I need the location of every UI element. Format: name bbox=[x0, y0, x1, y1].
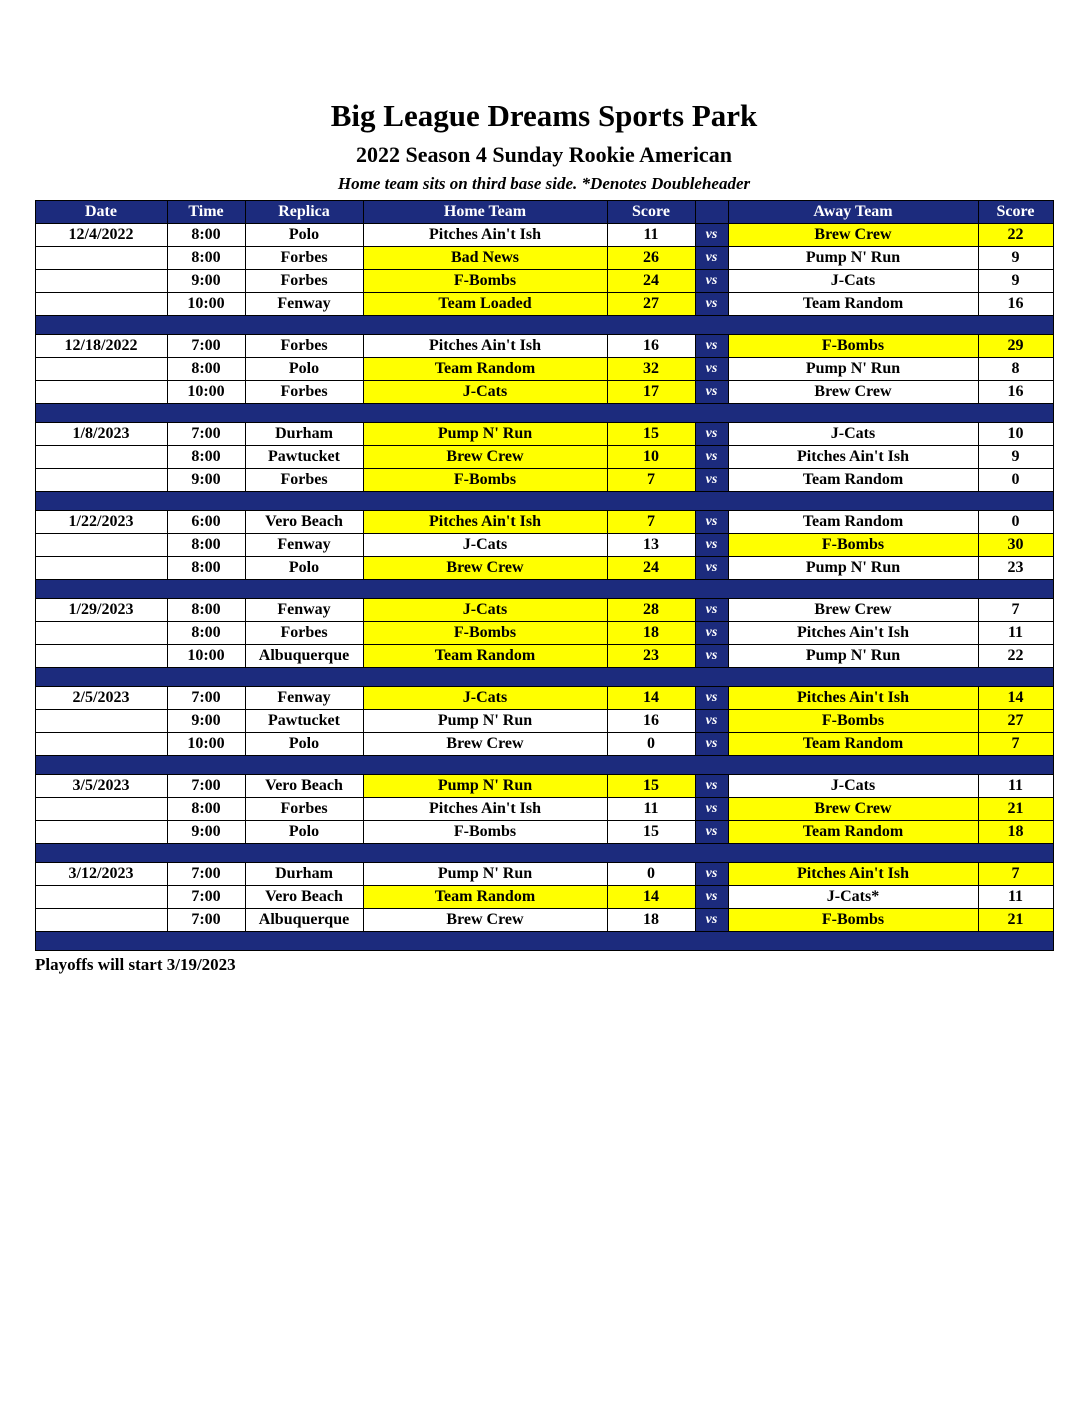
separator-cell bbox=[35, 756, 1053, 775]
away-team-cell: F-Bombs bbox=[728, 335, 978, 358]
replica-cell: Polo bbox=[245, 821, 363, 844]
away-score-cell: 9 bbox=[978, 247, 1053, 270]
away-team-cell: Team Random bbox=[728, 821, 978, 844]
time-cell: 7:00 bbox=[167, 886, 245, 909]
vs-cell: vs bbox=[695, 775, 728, 798]
home-score-cell: 15 bbox=[607, 821, 695, 844]
date-cell bbox=[35, 469, 167, 492]
date-cell bbox=[35, 446, 167, 469]
time-cell: 9:00 bbox=[167, 469, 245, 492]
separator-cell bbox=[35, 404, 1053, 423]
away-score-cell: 22 bbox=[978, 224, 1053, 247]
home-team-cell: J-Cats bbox=[363, 534, 607, 557]
away-team-cell: J-Cats bbox=[728, 775, 978, 798]
time-cell: 7:00 bbox=[167, 423, 245, 446]
home-score-cell: 11 bbox=[607, 224, 695, 247]
away-score-cell: 30 bbox=[978, 534, 1053, 557]
date-cell bbox=[35, 247, 167, 270]
away-score-cell: 18 bbox=[978, 821, 1053, 844]
away-score-cell: 21 bbox=[978, 798, 1053, 821]
home-team-cell: Pump N' Run bbox=[363, 775, 607, 798]
away-score-cell: 10 bbox=[978, 423, 1053, 446]
time-cell: 7:00 bbox=[167, 687, 245, 710]
time-cell: 9:00 bbox=[167, 270, 245, 293]
col-header-away-team: Away Team bbox=[728, 201, 978, 224]
vs-cell: vs bbox=[695, 511, 728, 534]
date-separator-row bbox=[35, 756, 1053, 775]
away-score-cell: 29 bbox=[978, 335, 1053, 358]
away-team-cell: Pump N' Run bbox=[728, 247, 978, 270]
replica-cell: Forbes bbox=[245, 798, 363, 821]
game-row bbox=[35, 557, 1053, 580]
replica-cell: Albuquerque bbox=[245, 645, 363, 668]
away-team-cell: Pump N' Run bbox=[728, 557, 978, 580]
game-row bbox=[35, 293, 1053, 316]
replica-cell: Vero Beach bbox=[245, 511, 363, 534]
vs-cell: vs bbox=[695, 423, 728, 446]
home-team-cell: J-Cats bbox=[363, 599, 607, 622]
game-row bbox=[35, 534, 1053, 557]
home-score-cell: 7 bbox=[607, 511, 695, 534]
home-score-cell: 16 bbox=[607, 710, 695, 733]
game-row bbox=[35, 710, 1053, 733]
time-cell: 10:00 bbox=[167, 381, 245, 404]
away-team-cell: J-Cats* bbox=[728, 886, 978, 909]
home-score-cell: 24 bbox=[607, 557, 695, 580]
home-score-cell: 7 bbox=[607, 469, 695, 492]
home-score-cell: 32 bbox=[607, 358, 695, 381]
vs-cell: vs bbox=[695, 710, 728, 733]
home-team-cell: F-Bombs bbox=[363, 622, 607, 645]
page-title: Big League Dreams Sports Park bbox=[330, 98, 758, 133]
home-score-cell: 23 bbox=[607, 645, 695, 668]
vs-cell: vs bbox=[695, 224, 728, 247]
time-cell: 7:00 bbox=[167, 335, 245, 358]
replica-cell: Polo bbox=[245, 224, 363, 247]
home-team-cell: Team Random bbox=[363, 358, 607, 381]
separator-cell bbox=[35, 668, 1053, 687]
vs-cell: vs bbox=[695, 733, 728, 756]
replica-cell: Fenway bbox=[245, 534, 363, 557]
home-team-cell: J-Cats bbox=[363, 687, 607, 710]
away-team-cell: Pump N' Run bbox=[728, 645, 978, 668]
time-cell: 8:00 bbox=[167, 224, 245, 247]
time-cell: 8:00 bbox=[167, 622, 245, 645]
vs-cell: vs bbox=[695, 821, 728, 844]
home-score-cell: 15 bbox=[607, 423, 695, 446]
vs-cell: vs bbox=[695, 557, 728, 580]
replica-cell: Forbes bbox=[245, 469, 363, 492]
away-score-cell: 11 bbox=[978, 886, 1053, 909]
vs-cell: vs bbox=[695, 863, 728, 886]
home-team-cell: Pitches Ain't Ish bbox=[363, 335, 607, 358]
schedule-table bbox=[35, 200, 1054, 951]
time-cell: 7:00 bbox=[167, 775, 245, 798]
away-team-cell: Team Random bbox=[728, 511, 978, 534]
home-score-cell: 18 bbox=[607, 909, 695, 932]
replica-cell: Forbes bbox=[245, 381, 363, 404]
vs-cell: vs bbox=[695, 335, 728, 358]
date-cell bbox=[35, 645, 167, 668]
col-header-home-team: Home Team bbox=[363, 201, 607, 224]
vs-cell: vs bbox=[695, 469, 728, 492]
home-team-cell: Brew Crew bbox=[363, 446, 607, 469]
col-header-away-score: Score bbox=[978, 201, 1053, 224]
home-score-cell: 16 bbox=[607, 335, 695, 358]
home-score-cell: 14 bbox=[607, 687, 695, 710]
time-cell: 8:00 bbox=[167, 599, 245, 622]
date-cell bbox=[35, 358, 167, 381]
away-team-cell: Brew Crew bbox=[728, 798, 978, 821]
away-score-cell: 27 bbox=[978, 710, 1053, 733]
home-team-cell: Pitches Ain't Ish bbox=[363, 511, 607, 534]
game-row bbox=[35, 798, 1053, 821]
replica-cell: Forbes bbox=[245, 270, 363, 293]
home-team-cell: Brew Crew bbox=[363, 557, 607, 580]
away-team-cell: F-Bombs bbox=[728, 710, 978, 733]
time-cell: 7:00 bbox=[167, 909, 245, 932]
vs-cell: vs bbox=[695, 645, 728, 668]
game-row bbox=[35, 469, 1053, 492]
vs-cell: vs bbox=[695, 247, 728, 270]
date-separator-row bbox=[35, 844, 1053, 863]
home-score-cell: 13 bbox=[607, 534, 695, 557]
replica-cell: Vero Beach bbox=[245, 886, 363, 909]
away-team-cell: Team Random bbox=[728, 293, 978, 316]
home-team-cell: Pitches Ain't Ish bbox=[363, 224, 607, 247]
home-score-cell: 11 bbox=[607, 798, 695, 821]
home-score-cell: 0 bbox=[607, 733, 695, 756]
away-score-cell: 22 bbox=[978, 645, 1053, 668]
replica-cell: Forbes bbox=[245, 335, 363, 358]
vs-cell: vs bbox=[695, 886, 728, 909]
home-team-cell: J-Cats bbox=[363, 381, 607, 404]
away-score-cell: 21 bbox=[978, 909, 1053, 932]
game-row bbox=[35, 622, 1053, 645]
time-cell: 9:00 bbox=[167, 821, 245, 844]
game-row bbox=[35, 358, 1053, 381]
date-cell bbox=[35, 710, 167, 733]
date-cell: 12/18/2022 bbox=[35, 335, 167, 358]
home-score-cell: 14 bbox=[607, 886, 695, 909]
separator-cell bbox=[35, 844, 1053, 863]
home-score-cell: 27 bbox=[607, 293, 695, 316]
away-team-cell: Pitches Ain't Ish bbox=[728, 863, 978, 886]
away-team-cell: Pitches Ain't Ish bbox=[728, 687, 978, 710]
time-cell: 9:00 bbox=[167, 710, 245, 733]
date-cell bbox=[35, 381, 167, 404]
game-row bbox=[35, 381, 1053, 404]
game-row bbox=[35, 224, 1053, 247]
away-score-cell: 14 bbox=[978, 687, 1053, 710]
date-cell bbox=[35, 886, 167, 909]
time-cell: 8:00 bbox=[167, 798, 245, 821]
vs-cell: vs bbox=[695, 534, 728, 557]
away-score-cell: 23 bbox=[978, 557, 1053, 580]
replica-cell: Forbes bbox=[245, 622, 363, 645]
header-row bbox=[35, 201, 1053, 224]
date-cell bbox=[35, 557, 167, 580]
away-team-cell: F-Bombs bbox=[728, 534, 978, 557]
date-cell: 1/29/2023 bbox=[35, 599, 167, 622]
game-row bbox=[35, 733, 1053, 756]
date-cell bbox=[35, 622, 167, 645]
time-cell: 8:00 bbox=[167, 557, 245, 580]
home-team-note: Home team sits on third base side. *Denotes Doubleheader bbox=[337, 174, 751, 193]
home-team-cell: Pitches Ain't Ish bbox=[363, 798, 607, 821]
home-score-cell: 10 bbox=[607, 446, 695, 469]
playoffs-note: Playoffs will start 3/19/2023 bbox=[35, 955, 236, 974]
game-row bbox=[35, 599, 1053, 622]
date-cell: 2/5/2023 bbox=[35, 687, 167, 710]
replica-cell: Polo bbox=[245, 358, 363, 381]
home-score-cell: 28 bbox=[607, 599, 695, 622]
home-score-cell: 0 bbox=[607, 863, 695, 886]
home-team-cell: F-Bombs bbox=[363, 270, 607, 293]
date-separator-row bbox=[35, 668, 1053, 687]
away-score-cell: 7 bbox=[978, 733, 1053, 756]
home-team-cell: Pump N' Run bbox=[363, 863, 607, 886]
replica-cell: Pawtucket bbox=[245, 446, 363, 469]
date-cell bbox=[35, 270, 167, 293]
home-team-cell: F-Bombs bbox=[363, 469, 607, 492]
time-cell: 10:00 bbox=[167, 733, 245, 756]
home-score-cell: 17 bbox=[607, 381, 695, 404]
vs-cell: vs bbox=[695, 358, 728, 381]
home-score-cell: 18 bbox=[607, 622, 695, 645]
away-score-cell: 0 bbox=[978, 511, 1053, 534]
game-row bbox=[35, 886, 1053, 909]
away-score-cell: 7 bbox=[978, 863, 1053, 886]
time-cell: 10:00 bbox=[167, 293, 245, 316]
date-cell: 1/22/2023 bbox=[35, 511, 167, 534]
col-header-replica: Replica bbox=[245, 201, 363, 224]
vs-cell: vs bbox=[695, 798, 728, 821]
date-cell bbox=[35, 534, 167, 557]
replica-cell: Pawtucket bbox=[245, 710, 363, 733]
vs-cell: vs bbox=[695, 381, 728, 404]
home-team-cell: Team Random bbox=[363, 886, 607, 909]
game-row bbox=[35, 863, 1053, 886]
time-cell: 6:00 bbox=[167, 511, 245, 534]
away-team-cell: J-Cats bbox=[728, 270, 978, 293]
time-cell: 8:00 bbox=[167, 247, 245, 270]
replica-cell: Fenway bbox=[245, 687, 363, 710]
vs-cell: vs bbox=[695, 446, 728, 469]
replica-cell: Durham bbox=[245, 423, 363, 446]
separator-cell bbox=[35, 492, 1053, 511]
date-separator-row bbox=[35, 492, 1053, 511]
away-team-cell: Pitches Ain't Ish bbox=[728, 622, 978, 645]
date-cell: 3/12/2023 bbox=[35, 863, 167, 886]
away-team-cell: J-Cats bbox=[728, 423, 978, 446]
separator-cell bbox=[35, 580, 1053, 599]
away-team-cell: Pump N' Run bbox=[728, 358, 978, 381]
game-row bbox=[35, 909, 1053, 932]
page-subtitle: 2022 Season 4 Sunday Rookie American bbox=[356, 142, 732, 167]
vs-cell: vs bbox=[695, 687, 728, 710]
home-team-cell: Brew Crew bbox=[363, 909, 607, 932]
separator-cell bbox=[35, 932, 1053, 951]
replica-cell: Albuquerque bbox=[245, 909, 363, 932]
home-team-cell: Bad News bbox=[363, 247, 607, 270]
time-cell: 8:00 bbox=[167, 358, 245, 381]
replica-cell: Vero Beach bbox=[245, 775, 363, 798]
away-score-cell: 16 bbox=[978, 381, 1053, 404]
game-row bbox=[35, 423, 1053, 446]
vs-cell: vs bbox=[695, 270, 728, 293]
game-row bbox=[35, 511, 1053, 534]
time-cell: 10:00 bbox=[167, 645, 245, 668]
home-team-cell: Team Random bbox=[363, 645, 607, 668]
game-row bbox=[35, 687, 1053, 710]
replica-cell: Polo bbox=[245, 557, 363, 580]
away-score-cell: 8 bbox=[978, 358, 1053, 381]
home-team-cell: Brew Crew bbox=[363, 733, 607, 756]
time-cell: 8:00 bbox=[167, 534, 245, 557]
away-score-cell: 9 bbox=[978, 446, 1053, 469]
date-separator-row bbox=[35, 932, 1053, 951]
date-cell bbox=[35, 909, 167, 932]
date-separator-row bbox=[35, 580, 1053, 599]
vs-cell: vs bbox=[695, 622, 728, 645]
home-team-cell: Team Loaded bbox=[363, 293, 607, 316]
away-team-cell: F-Bombs bbox=[728, 909, 978, 932]
col-header-time: Time bbox=[167, 201, 245, 224]
date-cell: 3/5/2023 bbox=[35, 775, 167, 798]
away-score-cell: 11 bbox=[978, 775, 1053, 798]
replica-cell: Forbes bbox=[245, 247, 363, 270]
home-team-cell: Pump N' Run bbox=[363, 423, 607, 446]
date-cell: 12/4/2022 bbox=[35, 224, 167, 247]
away-score-cell: 7 bbox=[978, 599, 1053, 622]
vs-cell: vs bbox=[695, 293, 728, 316]
separator-cell bbox=[35, 316, 1053, 335]
home-score-cell: 26 bbox=[607, 247, 695, 270]
date-cell bbox=[35, 821, 167, 844]
game-row bbox=[35, 270, 1053, 293]
home-score-cell: 24 bbox=[607, 270, 695, 293]
replica-cell: Fenway bbox=[245, 293, 363, 316]
date-separator-row bbox=[35, 404, 1053, 423]
home-team-cell: Pump N' Run bbox=[363, 710, 607, 733]
home-team-cell: F-Bombs bbox=[363, 821, 607, 844]
date-separator-row bbox=[35, 316, 1053, 335]
vs-cell: vs bbox=[695, 599, 728, 622]
away-team-cell: Brew Crew bbox=[728, 224, 978, 247]
time-cell: 8:00 bbox=[167, 446, 245, 469]
away-score-cell: 16 bbox=[978, 293, 1053, 316]
replica-cell: Durham bbox=[245, 863, 363, 886]
away-team-cell: Team Random bbox=[728, 469, 978, 492]
home-score-cell: 15 bbox=[607, 775, 695, 798]
game-row bbox=[35, 247, 1053, 270]
date-cell: 1/8/2023 bbox=[35, 423, 167, 446]
game-row bbox=[35, 775, 1053, 798]
game-row bbox=[35, 821, 1053, 844]
game-row bbox=[35, 446, 1053, 469]
replica-cell: Polo bbox=[245, 733, 363, 756]
time-cell: 7:00 bbox=[167, 863, 245, 886]
away-team-cell: Team Random bbox=[728, 733, 978, 756]
away-team-cell: Pitches Ain't Ish bbox=[728, 446, 978, 469]
away-score-cell: 11 bbox=[978, 622, 1053, 645]
col-header-date: Date bbox=[35, 201, 167, 224]
away-team-cell: Brew Crew bbox=[728, 381, 978, 404]
replica-cell: Fenway bbox=[245, 599, 363, 622]
vs-cell: vs bbox=[695, 909, 728, 932]
col-header-vs bbox=[695, 201, 728, 224]
date-cell bbox=[35, 798, 167, 821]
date-cell bbox=[35, 293, 167, 316]
game-row bbox=[35, 335, 1053, 358]
away-team-cell: Brew Crew bbox=[728, 599, 978, 622]
date-cell bbox=[35, 733, 167, 756]
game-row bbox=[35, 645, 1053, 668]
col-header-home-score: Score bbox=[607, 201, 695, 224]
away-score-cell: 9 bbox=[978, 270, 1053, 293]
away-score-cell: 0 bbox=[978, 469, 1053, 492]
